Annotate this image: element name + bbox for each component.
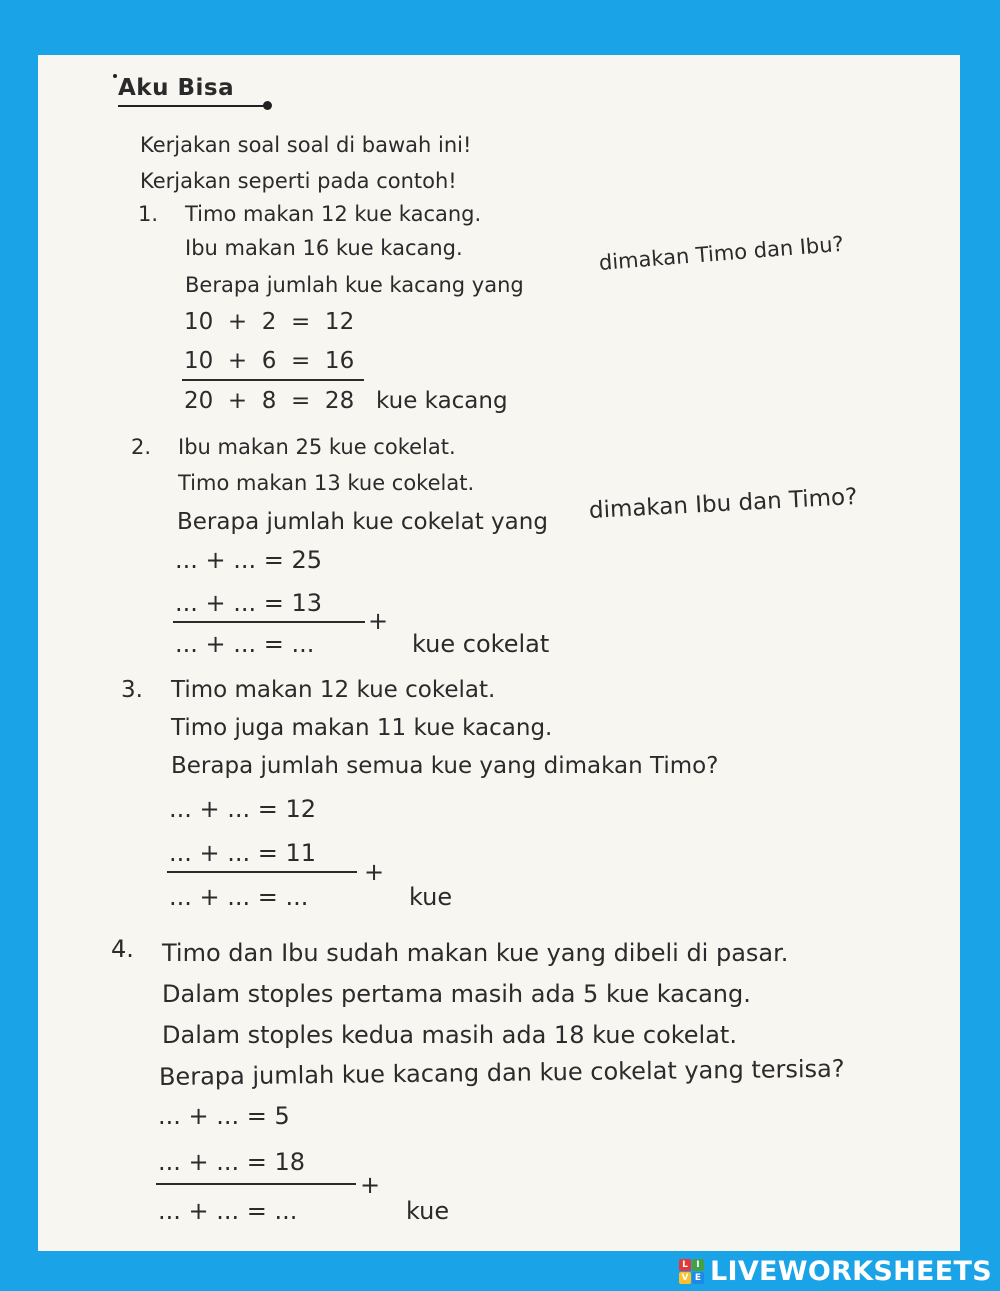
answer-unit: kue — [409, 883, 453, 911]
problem-question: dimakan Ibu dan Timo? — [588, 483, 858, 524]
equation-line: ... + ... = 12 — [169, 795, 317, 823]
answer-unit: kue — [406, 1197, 450, 1225]
problem-text: Ibu makan 25 kue cokelat. — [178, 435, 456, 459]
problem-question: Berapa jumlah kue kacang dan kue cokelat yang tersisa? — [158, 1054, 845, 1091]
sum-line — [156, 1183, 356, 1185]
sum-line — [182, 379, 364, 381]
logo-letter: V — [679, 1272, 691, 1284]
problem-text: Ibu makan 16 kue kacang. — [185, 236, 463, 260]
problem-text: Timo makan 12 kue cokelat. — [171, 677, 496, 703]
logo-letter: L — [679, 1259, 691, 1271]
equation-line: 10 + 6 = 16 — [184, 348, 355, 374]
problem-text: Dalam stoples pertama masih ada 5 kue kacang. — [162, 980, 751, 1008]
problem-text: Timo makan 13 kue cokelat. — [178, 471, 475, 495]
problem-question: Berapa jumlah semua kue yang dimakan Timo? — [171, 753, 719, 779]
equation-line: ... + ... = 25 — [175, 546, 323, 574]
problem-question: dimakan Timo dan Ibu? — [598, 231, 845, 275]
instruction-line: Kerjakan soal soal di bawah ini! — [140, 133, 472, 157]
instruction-line: Kerjakan seperti pada contoh! — [140, 169, 457, 193]
problem-text: Timo makan 12 kue kacang. — [185, 202, 482, 226]
problem-text: Dalam stoples kedua masih ada 18 kue cokelat. — [162, 1021, 737, 1049]
problem-question: Berapa jumlah kue cokelat yang — [177, 509, 548, 535]
problem-number: 4. — [111, 935, 134, 963]
logo-letter: I — [692, 1259, 704, 1271]
equation-result: ... + ... = ... — [169, 883, 309, 911]
problem-number: 3. — [121, 677, 143, 703]
equation-line: 10 + 2 = 12 — [184, 309, 355, 335]
heading-dot — [113, 74, 117, 78]
answer-unit: kue cokelat — [412, 630, 550, 658]
liveworksheets-branding — [679, 1255, 992, 1287]
plus-sign: + — [364, 858, 385, 886]
liveworksheets-logo-icon — [679, 1259, 704, 1284]
brand-name: LIVEWORKSHEETS — [709, 1255, 992, 1287]
section-heading: Aku Bisa — [118, 75, 235, 101]
sum-line — [167, 871, 357, 873]
problem-number: 2. — [131, 435, 152, 459]
problem-number: 1. — [138, 202, 159, 226]
equation-line: ... + ... = 11 — [169, 839, 317, 867]
equation-line: ... + ... = 13 — [175, 589, 323, 617]
equation-line: ... + ... = 18 — [158, 1148, 306, 1176]
plus-sign: + — [368, 607, 389, 635]
equation-result: 20 + 8 = 28 — [184, 388, 355, 414]
logo-letter: E — [692, 1272, 704, 1284]
equation-result: ... + ... = ... — [158, 1197, 298, 1225]
equation-line: ... + ... = 5 — [158, 1102, 290, 1130]
heading-underline — [118, 105, 268, 107]
heading-underline-dot — [263, 101, 272, 110]
sum-line — [173, 621, 365, 623]
equation-result: ... + ... = ... — [175, 630, 315, 658]
problem-question: Berapa jumlah kue kacang yang — [185, 273, 524, 297]
answer-unit: kue kacang — [376, 388, 508, 414]
problem-text: Timo dan Ibu sudah makan kue yang dibeli di pasar. — [162, 939, 789, 967]
plus-sign: + — [360, 1171, 381, 1199]
problem-text: Timo juga makan 11 kue kacang. — [171, 715, 553, 741]
worksheet-page — [38, 55, 960, 1251]
